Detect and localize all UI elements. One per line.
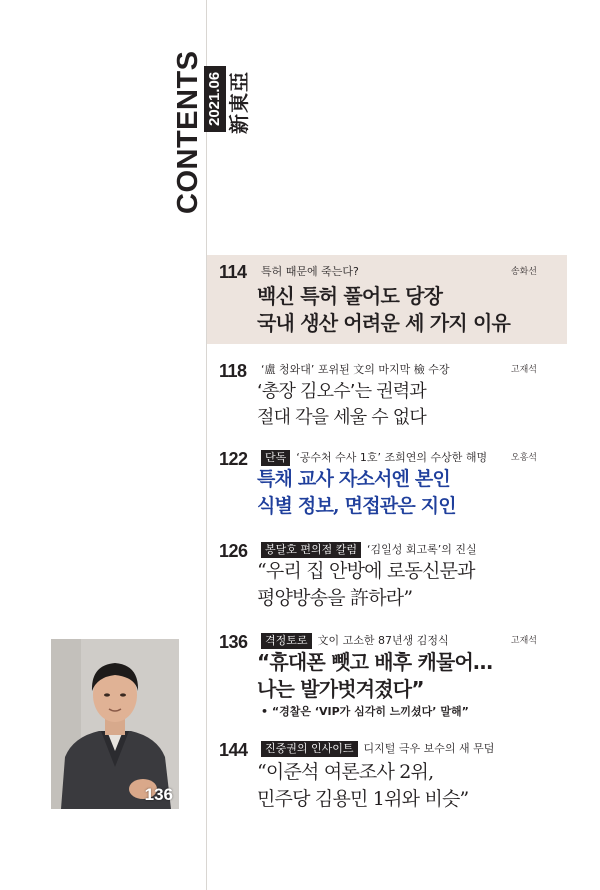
section-tag: 단독 — [261, 450, 290, 466]
issue-date: 2021.06 — [204, 66, 226, 132]
toc-entry-136[interactable] — [207, 629, 567, 724]
headline-line: “이준석 여론조사 2위, — [257, 761, 434, 783]
kicker-text: 디지털 극우 보수의 새 무덤 — [363, 742, 495, 755]
headline-line: 특채 교사 자소서엔 본인 — [257, 468, 450, 490]
headline-line: 식별 정보, 면접관은 지인 — [257, 495, 456, 517]
section-tag: 봉달호 편의점 칼럼 — [261, 542, 361, 558]
kicker — [261, 264, 359, 280]
headline-line: “휴대폰 뺏고 배후 캐물어… — [257, 650, 493, 674]
author: 고재석 — [510, 636, 537, 646]
portrait-photo — [51, 639, 179, 809]
section-tag: 격정토로 — [261, 633, 312, 649]
page-number: 136 — [219, 632, 248, 652]
page-number: 144 — [219, 740, 248, 760]
headline-line: 절대 각을 세울 수 없다 — [257, 407, 426, 428]
headline-line: 나는 발가벗겨졌다” — [257, 677, 424, 701]
sub-headline: • “경찰은 ‘VIP가 심각히 느끼셨다’ 말해” — [261, 705, 469, 718]
toc-entry-118[interactable] — [207, 357, 567, 437]
headline-line: ‘총장 김오수’는 권력과 — [257, 381, 426, 402]
kicker — [261, 633, 449, 649]
section-tag: 진중권의 인사이트 — [261, 741, 358, 757]
headline — [257, 466, 456, 520]
headline — [257, 283, 510, 337]
toc-entry-144[interactable] — [207, 737, 567, 827]
page-number: 126 — [219, 541, 248, 561]
kicker-text: 文이 고소한 87년생 김정식 — [317, 634, 449, 647]
page-number: 122 — [219, 449, 248, 469]
contents-heading: CONTENTS — [172, 50, 204, 214]
toc-entry-126[interactable] — [207, 538, 567, 618]
headline-line: “우리 집 안방에 로동신문과 — [257, 560, 475, 582]
headline-line: 평양방송을 許하라” — [257, 587, 413, 609]
author: 고재석 — [510, 365, 537, 375]
headline-line: 백신 특허 풀어도 당장 — [257, 284, 443, 308]
author: 오홍석 — [510, 453, 537, 463]
portrait-illustration — [51, 639, 179, 809]
headline — [257, 379, 426, 431]
masthead — [168, 44, 251, 214]
headline-line: 국내 생산 어려운 세 가지 이유 — [257, 311, 511, 335]
page-number: 118 — [219, 361, 247, 381]
toc-entry-122[interactable] — [207, 446, 567, 526]
kicker — [261, 741, 494, 757]
kicker — [261, 450, 487, 466]
kicker — [261, 362, 449, 378]
kicker — [261, 542, 477, 558]
kicker-text: ‘공수처 수사 1호’ 조희연의 수상한 해명 — [296, 451, 488, 464]
kicker-text: ‘盧 청와대’ 포위된 文의 마지막 檢 수장 — [261, 363, 450, 376]
headline-line: 민주당 김용민 1위와 비슷” — [257, 788, 469, 810]
toc-entry-114[interactable] — [207, 255, 567, 344]
headline — [257, 649, 492, 703]
author: 송화선 — [510, 267, 537, 277]
kicker-text: ‘김일성 회고록’의 진실 — [367, 543, 477, 556]
kicker-text: 특허 때문에 죽는다? — [261, 265, 359, 278]
headline — [257, 759, 468, 813]
magazine-logo: 新東亞 — [227, 71, 251, 134]
photo-page-number: 136 — [144, 785, 173, 804]
page-number: 114 — [219, 262, 247, 282]
headline — [257, 558, 475, 612]
